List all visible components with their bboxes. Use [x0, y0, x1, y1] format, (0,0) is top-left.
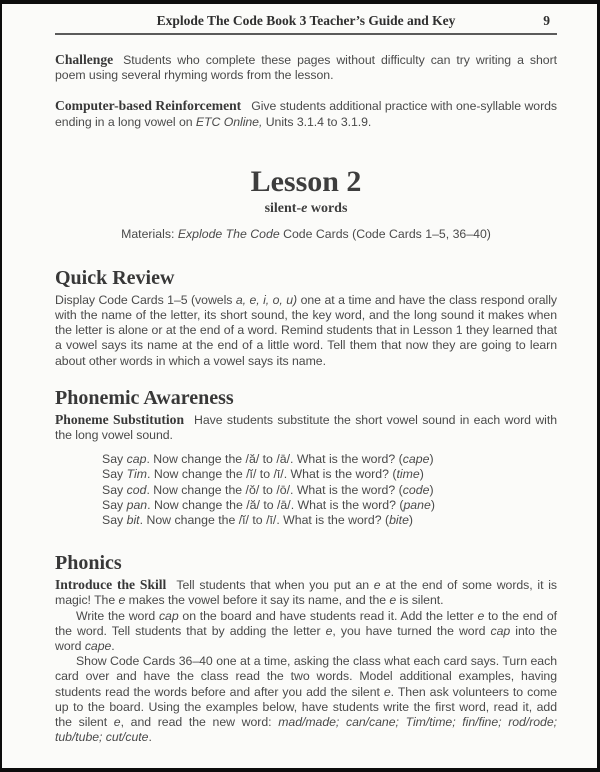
phoneme-example-line: Say cap. Now change the /ă/ to /ā/. What is the word? (cape)	[102, 452, 434, 467]
computer-reinforcement-label: Computer-based Reinforcement	[55, 98, 242, 114]
running-head	[55, 12, 557, 29]
lesson-title: Lesson 2	[250, 164, 362, 198]
challenge-label: Challenge	[55, 52, 114, 67]
phonemic-awareness-heading: Phonemic Awareness	[55, 386, 234, 409]
phoneme-example-line: Say cod. Now change the /ŏ/ to /ō/. What is the word? (code)	[102, 482, 434, 497]
computer-reinforcement-paragraph	[55, 98, 557, 129]
phonics-paragraph-show: Show Code Cards 36–40 one at a time, asking the class what each card says. Turn each card over and have the class read the two words. Model additional examples, having students read the words before and after you add the silent e. Then ask volunteers to come up to the board. Using the examples below, have students write the first word, read it, add the silent e, and read the new word: mad/made; can/cane; Tim/time; fin/fine; rod/rode; tub/tube; cut/cute.	[55, 654, 557, 745]
phonics-paragraph-write: Write the word cap on the board and have students read it. Add the letter e to the end of the word. Tell students that by adding the letter e, you have turned the word cap into the word cape.	[55, 608, 557, 654]
phonics-heading: Phonics	[55, 552, 122, 575]
phoneme-substitution-paragraph	[55, 412, 557, 443]
quick-review-heading: Quick Review	[55, 266, 175, 289]
page-header	[55, 12, 557, 35]
running-head-title: Explode The Code Book 3 Teacher’s Guide and Key	[156, 13, 456, 28]
phoneme-substitution-label: Phoneme Substitution	[55, 411, 185, 427]
materials-line: Materials: Explode The Code Code Cards (Code Cards 1–5, 36–40)	[121, 226, 491, 241]
phoneme-substitution-text: Have students substitute the short vowel sound in each word with the long vowel sound.	[55, 412, 557, 443]
phoneme-example-line: Say pan. Now change the /ă/ to /ā/. What is the word? (pane)	[102, 497, 435, 512]
header-rule	[55, 33, 557, 35]
challenge-paragraph	[55, 52, 557, 83]
phoneme-example-line: Say bit. Now change the /ĭ/ to /ī/. What is the word? (bite)	[102, 513, 414, 528]
challenge-text: Students who complete these pages without difficulty can try writing a short poem using several rhyming words from the lesson.	[55, 53, 557, 83]
introduce-skill-text: Tell students that when you put an e at the end of some words, it is magic! The e makes the vowel before it say its name, and the e is silent.	[55, 578, 558, 608]
quick-review-paragraph: Display Code Cards 1–5 (vowels a, e, i, o, u) one at a time and have the class respond orally with the name of the letter, its short sound, the key word, and the long sound it makes when the letter is alone or at the end of a word. Remind students that in Lesson 1 they learned that a vowel says its name at the end of a little word. Tell them that now they are going to learn about other words in which a vowel says its name.	[55, 292, 557, 368]
page-number: 9	[543, 13, 550, 28]
phoneme-example-line: Say Tim. Now change the /ĭ/ to /ī/. What is the word? (time)	[102, 467, 424, 482]
introduce-skill-label: Introduce the Skill	[55, 577, 167, 593]
phoneme-example-list	[102, 452, 557, 528]
introduce-skill-paragraph	[55, 577, 557, 608]
computer-reinforcement-text: Give students additional practice with one-syllable words ending in a long vowel on ETC Online, Units 3.1.4 to 3.1.9.	[55, 99, 558, 129]
lesson-subtitle: silent-e words	[264, 200, 348, 216]
